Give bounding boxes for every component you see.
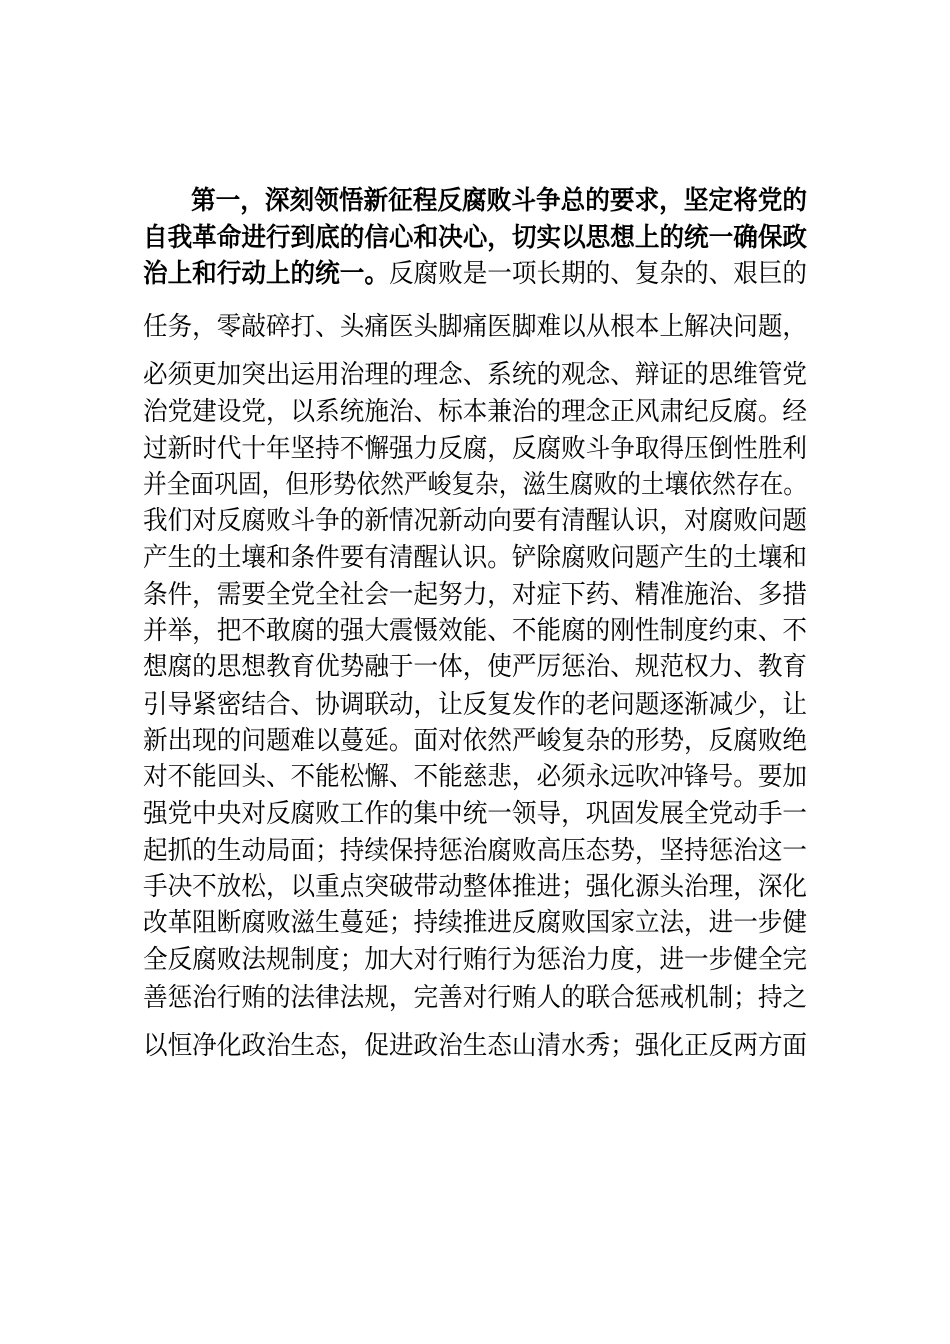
- body-text: 强党中央对反腐败工作的集中统一领导，巩固发展全党动手一: [143, 799, 808, 829]
- paragraph-line: [143, 726, 807, 756]
- bold-heading-text: 第一，深刻领悟新征程反腐败斗争总的要求，坚定将党的: [191, 186, 808, 216]
- body-text: 治党建设党，以系统施治、标本兼治的理念正风肃纪反腐。经: [143, 397, 808, 427]
- paragraph-line: [143, 762, 807, 792]
- body-text: 过新时代十年坚持不懈强力反腐，反腐败斗争取得压倒性胜利: [143, 434, 808, 464]
- paragraph-line: [143, 543, 807, 573]
- paragraph-line: [143, 652, 807, 682]
- paragraph-line: [143, 312, 807, 342]
- body-text: 全反腐败法规制度；加大对行贿行为惩治力度，进一步健全完: [143, 945, 808, 975]
- body-text: 想腐的思想教育优势融于一体，使严厉惩治、规范权力、教育: [143, 652, 808, 682]
- body-text: 新出现的问题难以蔓延。面对依然严峻复杂的形势，反腐败绝: [143, 726, 808, 756]
- paragraph-line: [143, 836, 807, 866]
- paragraph-line: [143, 945, 807, 975]
- paragraph-line: [143, 616, 807, 646]
- body-text: 条件，需要全党全社会一起努力，对症下药、精准施治、多措: [143, 580, 808, 610]
- paragraph-line: [143, 360, 807, 390]
- body-text: 任务，零敲碎打、头痛医头脚痛医脚难以从根本上解决问题，: [143, 312, 808, 342]
- paragraph-line: [191, 186, 807, 216]
- body-text: 手决不放松，以重点突破带动整体推进；强化源头治理，深化: [143, 872, 808, 902]
- paragraph-line: [143, 580, 807, 610]
- body-text: 以恒净化政治生态，促进政治生态山清水秀；强化正反两方面: [143, 1031, 808, 1061]
- paragraph-line: [143, 908, 807, 938]
- paragraph-line: [143, 470, 807, 500]
- body-text: 引导紧密结合、协调联动，让反复发作的老问题逐渐减少，让: [143, 690, 808, 720]
- paragraph-line: [143, 872, 807, 902]
- paragraph-line: [143, 506, 807, 536]
- paragraph-line: [143, 983, 807, 1013]
- paragraph-line: [143, 259, 807, 289]
- body-text: 我们对反腐败斗争的新情况新动向要有清醒认识，对腐败问题: [143, 506, 808, 536]
- body-text: 对不能回头、不能松懈、不能慈悲，必须永远吹冲锋号。要加: [143, 762, 808, 792]
- paragraph-line: [143, 690, 807, 720]
- body-text: 改革阻断腐败滋生蔓延；持续推进反腐败国家立法，进一步健: [143, 908, 808, 938]
- paragraph-line: [143, 434, 807, 464]
- body-text: 反腐败是一项长期的、复杂的、艰巨的: [388, 259, 808, 289]
- paragraph-line: [143, 223, 807, 253]
- body-text: 产生的土壤和条件要有清醒认识。铲除腐败问题产生的土壤和: [143, 543, 808, 573]
- body-text: 必须更加突出运用治理的理念、系统的观念、辩证的思维管党: [143, 360, 808, 390]
- body-text: 并举，把不敢腐的强大震慑效能、不能腐的刚性制度约束、不: [143, 616, 808, 646]
- bold-heading-text: 治上和行动上的统一。: [143, 259, 389, 289]
- bold-heading-text: 自我革命进行到底的信心和决心，切实以思想上的统一确保政: [143, 223, 808, 253]
- paragraph-line: [143, 1031, 807, 1061]
- body-text: 起抓的生动局面；持续保持惩治腐败高压态势，坚持惩治这一: [143, 836, 808, 866]
- body-text: 并全面巩固，但形势依然严峻复杂，滋生腐败的土壤依然存在。: [143, 470, 808, 500]
- paragraph-line: [143, 799, 807, 829]
- body-text: 善惩治行贿的法律法规，完善对行贿人的联合惩戒机制；持之: [143, 983, 808, 1013]
- paragraph-line: [143, 397, 807, 427]
